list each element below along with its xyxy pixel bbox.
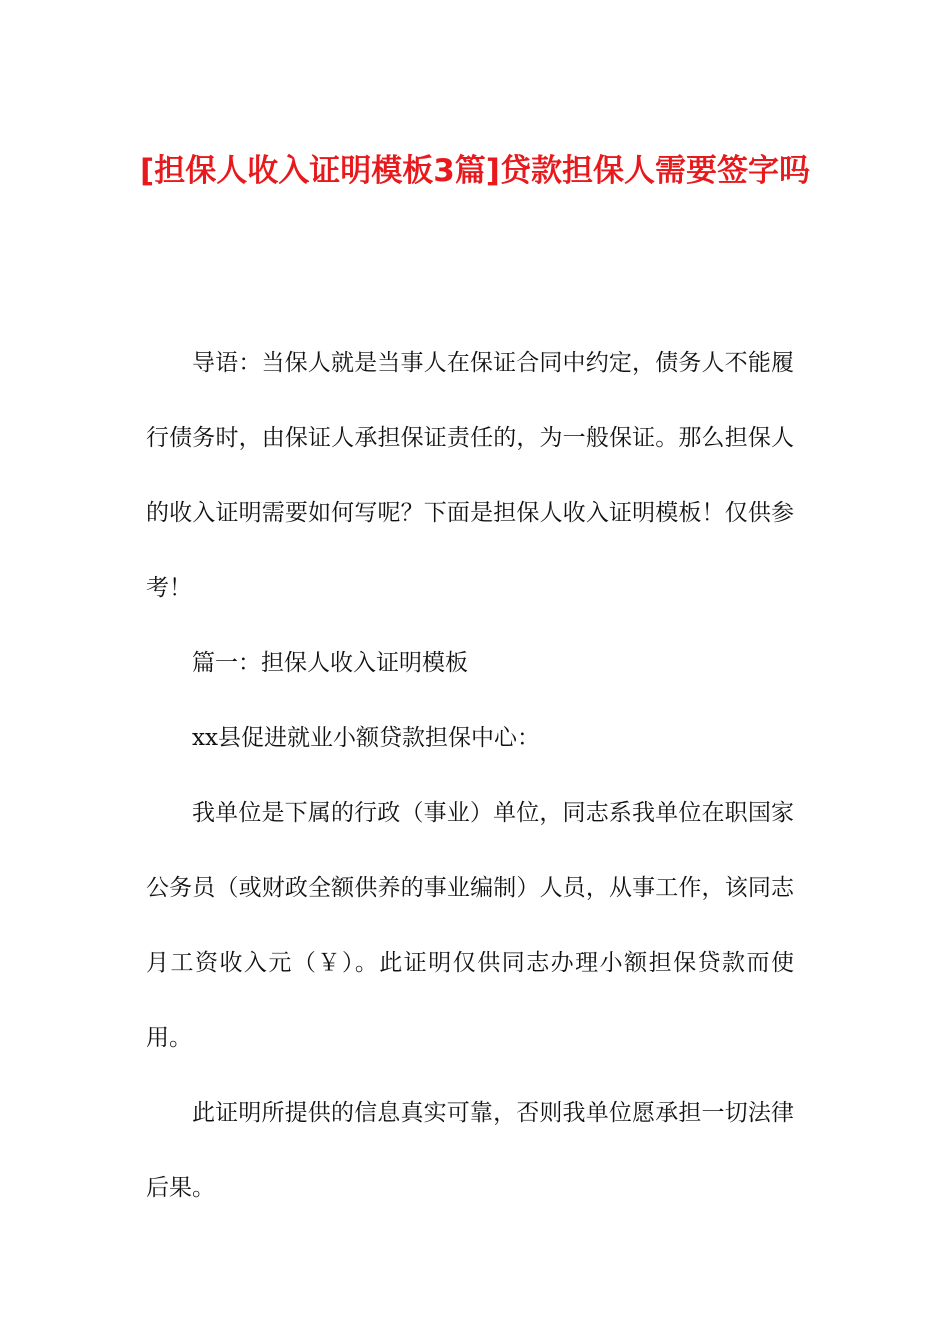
addressee-line: xx县促进就业小额贷款担保中心： — [192, 725, 540, 751]
document-title: [担保人收入证明模板3篇]贷款担保人需要签字吗 — [140, 153, 810, 189]
intro-paragraph: 导语：当保人就是当事人在保证合同中约定，债务人不能履行债务时，由保证人承担保证责任的，为一般保证。那么担保人的收入证明需要如何写呢？下面是担保人收入证明模板！仅供参考！ — [146, 350, 794, 601]
document-body — [146, 326, 794, 1226]
liability-paragraph: 此证明所提供的信息真实可靠，否则我单位愿承担一切法律后果。 — [146, 1100, 794, 1201]
certificate-paragraph: 我单位是下属的行政（事业）单位，同志系我单位在职国家公务员（或财政全额供养的事业编制）人员，从事工作，该同志月工资收入元（￥）。此证明仅供同志办理小额担保贷款而使用。 — [146, 800, 794, 1051]
section-heading: 篇一：担保人收入证明模板 — [192, 650, 468, 676]
